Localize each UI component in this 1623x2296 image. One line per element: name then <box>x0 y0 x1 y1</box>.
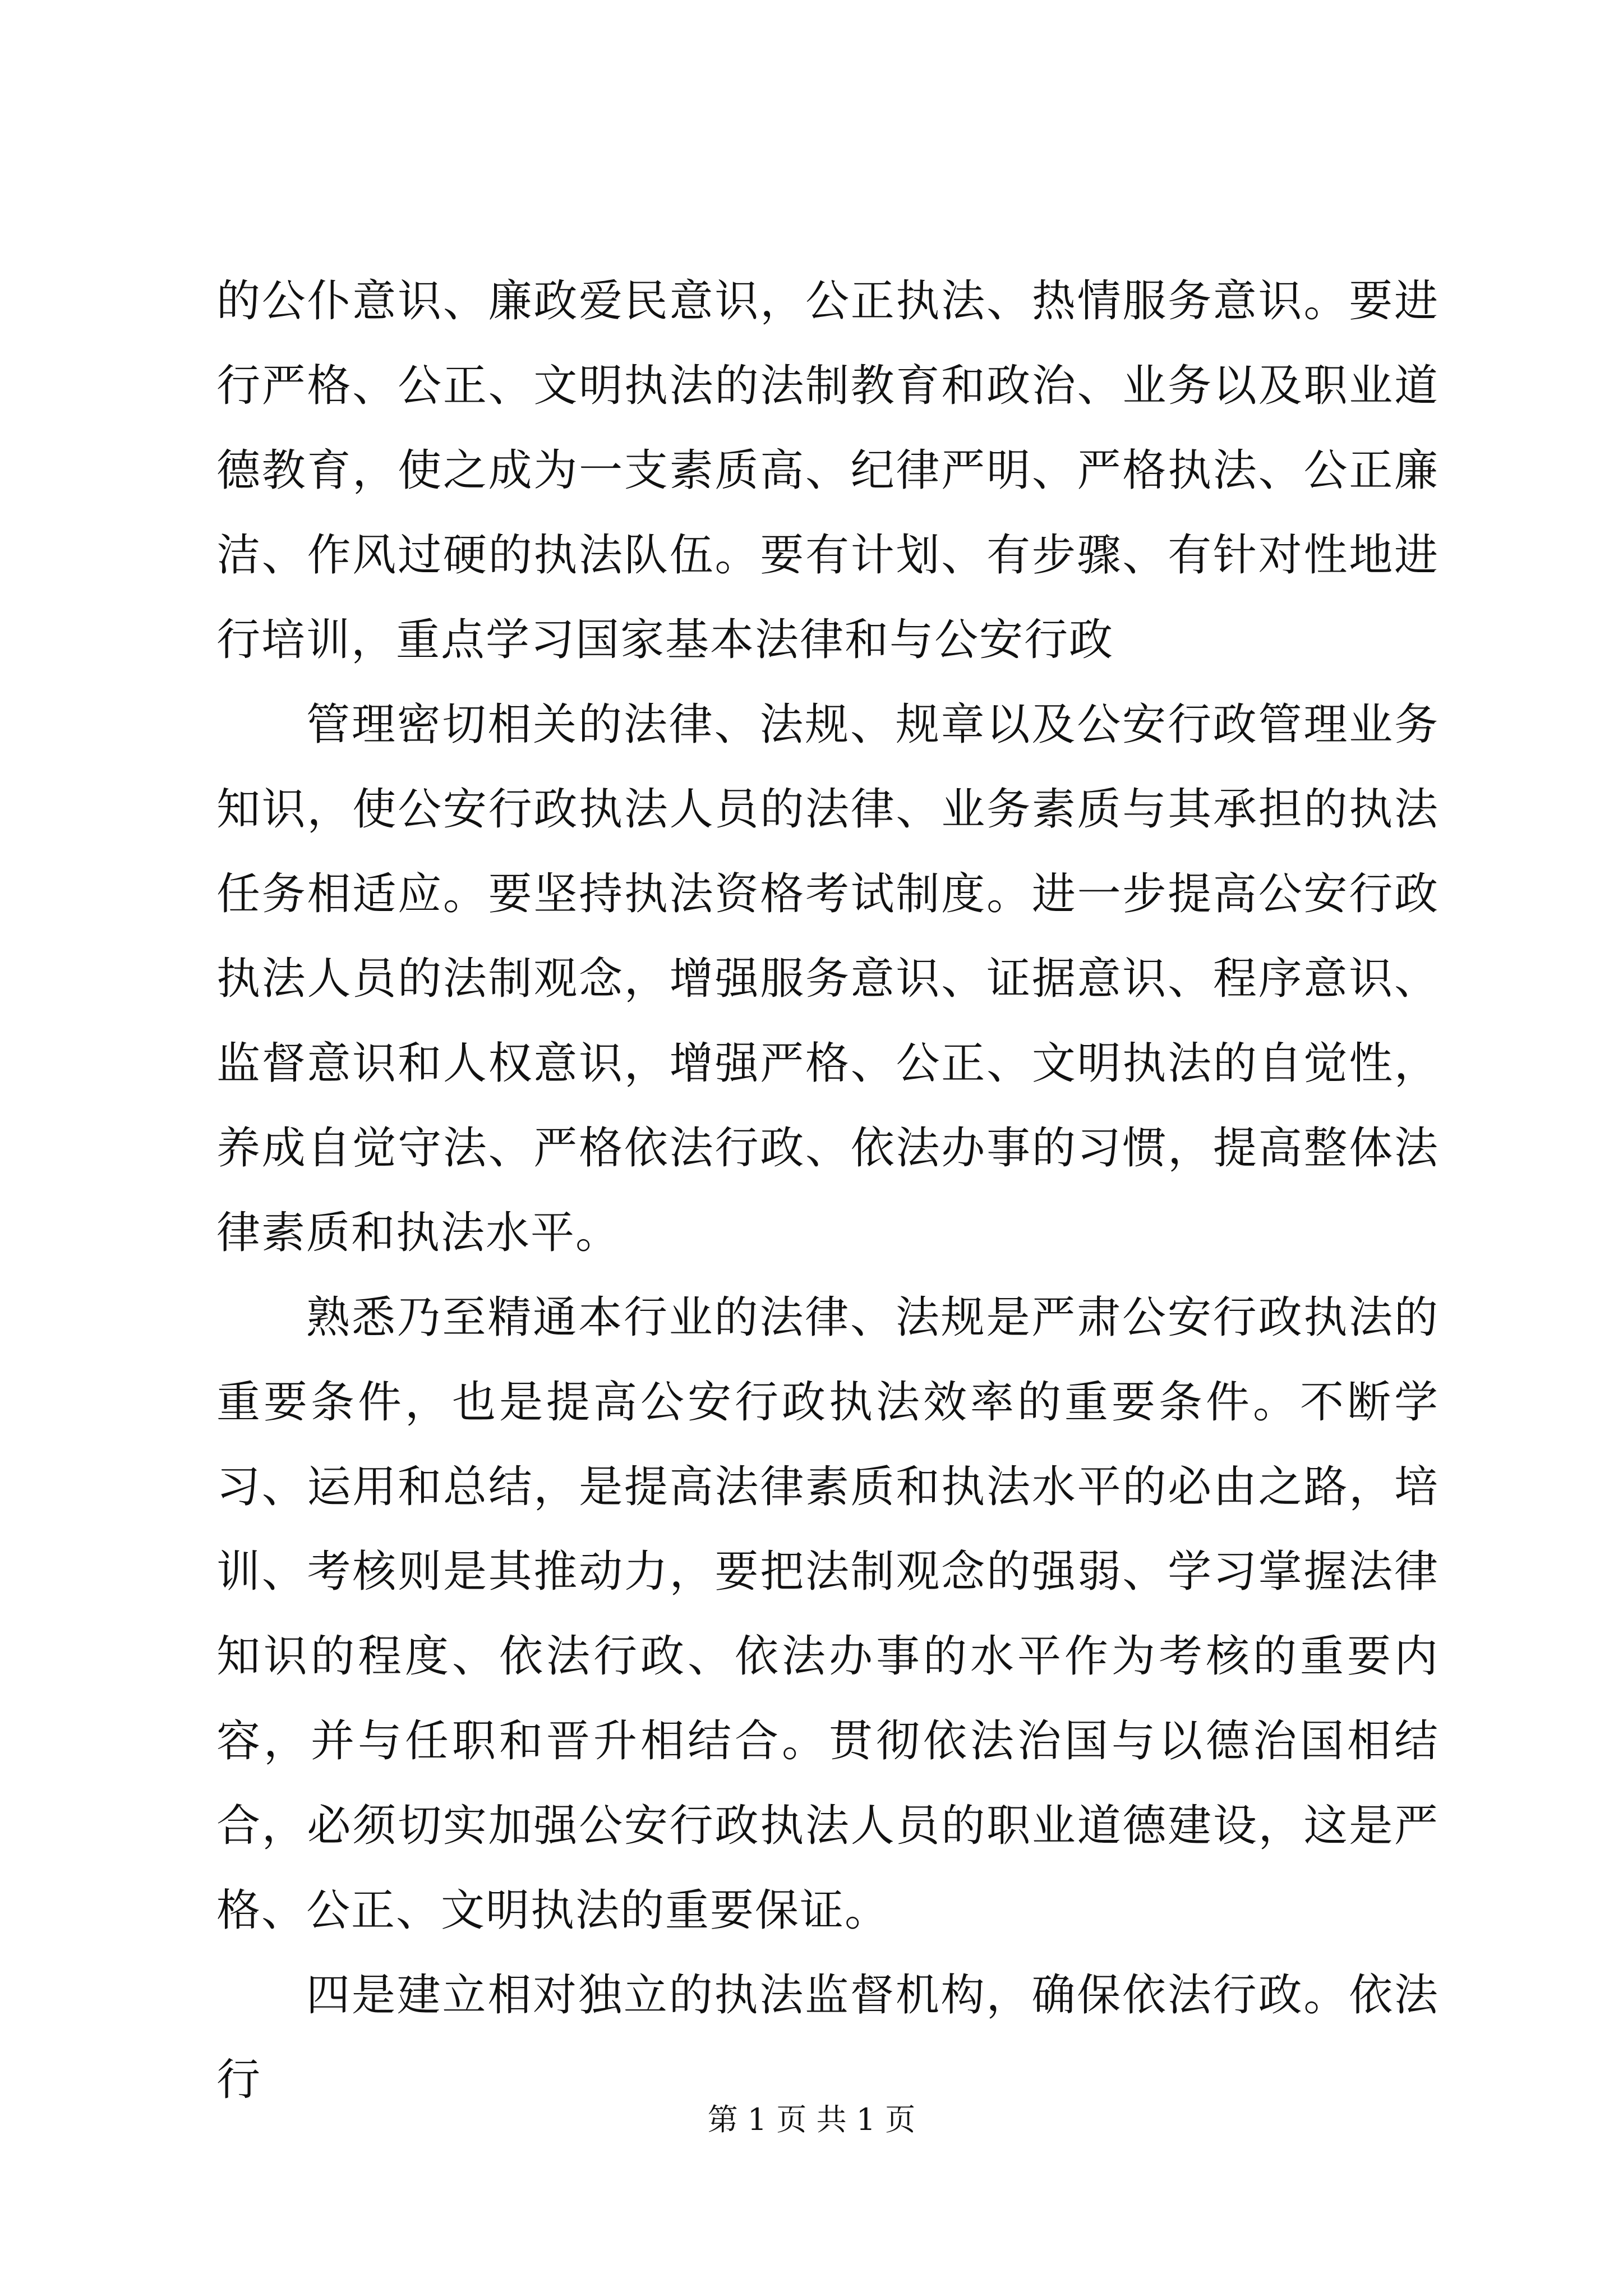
document-body <box>216 259 1439 2123</box>
paragraph-2: 管理密切相关的法律、法规、规章以及公安行政管理业务知识，使公安行政执法人员的法律、业务素质与其承担的执法任务相适应。要坚持执法资格考试制度。进一步提高公安行政执法人员的法制观念，增强服务意识、证据意识、程序意识、监督意识和人权意识，增强严格、公正、文明执法的自觉性，养成自觉守法、严格依法行政、依法办事的习惯，提高整体法律素质和执法水平。 <box>216 700 1439 1258</box>
paragraph-4: 四是建立相对独立的执法监督机构，确保依法行政。依法行 <box>216 1970 1439 2105</box>
paragraph-1: 的公仆意识、廉政爱民意识，公正执法、热情服务意识。要进行严格、公正、文明执法的法制教育和政治、业务以及职业道德教育，使之成为一支素质高、纪律严明、严格执法、公正廉洁、作风过硬的执法队伍。要有计划、有步骤、有针对性地进行培训，重点学习国家基本法律和与公安行政 <box>216 276 1439 665</box>
page-number-label: 第 1 页 共 1 页 <box>707 2102 916 2137</box>
paragraph-3: 熟悉乃至精通本行业的法律、法规是严肃公安行政执法的重要条件，也是提高公安行政执法效率的重要条件。不断学习、运用和总结，是提高法律素质和执法水平的必由之路，培训、考核则是其推动力，要把法制观念的强弱、学习掌握法律知识的程度、依法行政、依法办事的水平作为考核的重要内容，并与任职和晋升相结合。贯彻依法治国与以德治国相结合，必须切实加强公安行政执法人员的职业道德建设，这是严格、公正、文明执法的重要保证。 <box>216 1292 1439 1936</box>
page-footer <box>0 2100 1623 2139</box>
